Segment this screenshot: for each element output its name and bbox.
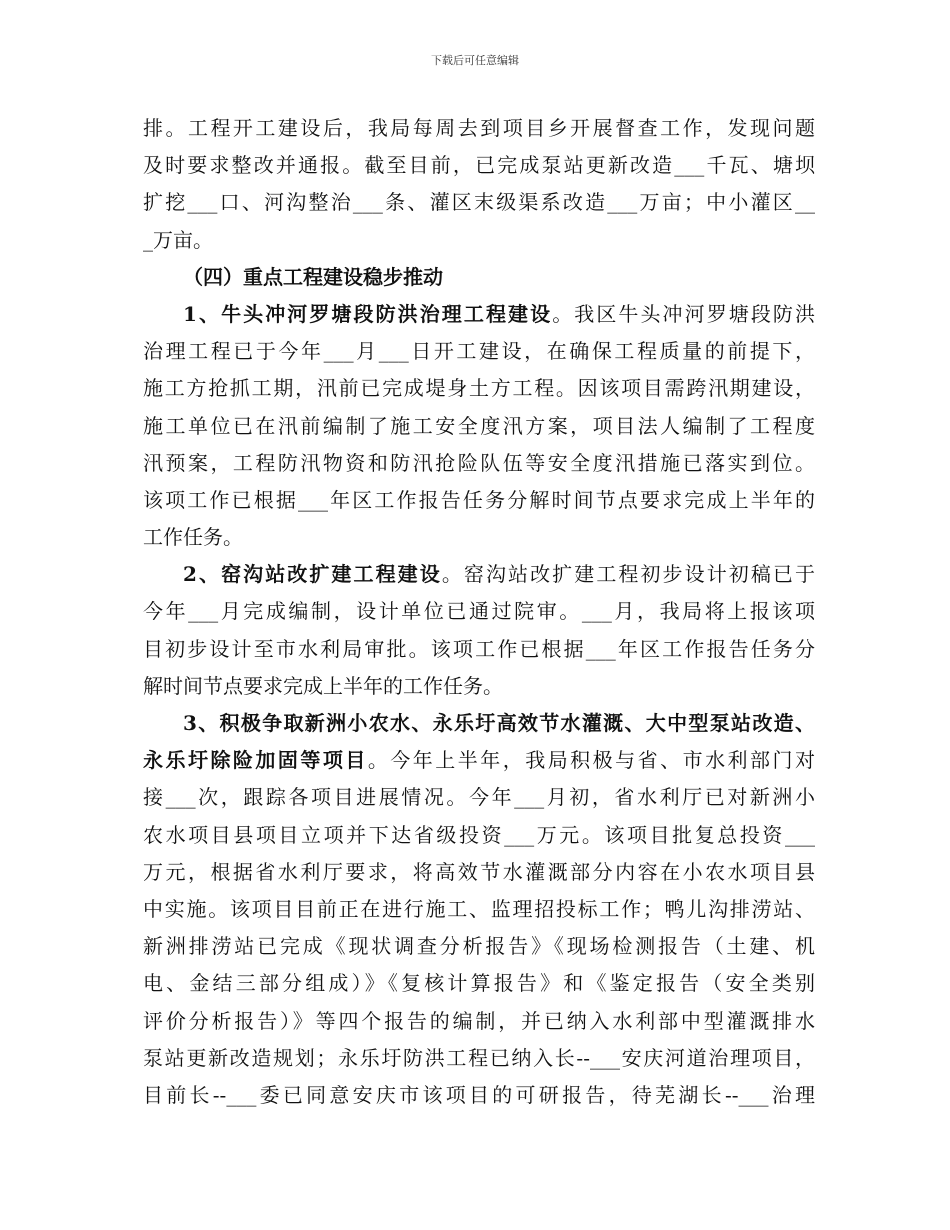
text-line: 泵站更新改造规划；永乐圩防洪工程已纳入长--___安庆河道治理项目， [143, 1045, 815, 1070]
section-heading: （四）重点工程建设稳步推动 [183, 264, 443, 289]
item-text: 。今年上半年，我局积极与省、市水利部门对 [367, 748, 815, 773]
text-line: 目初步设计至市水利局审批。该项工作已根据___年区工作报告任务分 [143, 636, 815, 661]
text-line: 农水项目县项目立项并下达省级投资___万元。该项目批复总投资___ [143, 822, 815, 847]
item-text: 。窑沟站改扩建工程初步设计初稿已于 [441, 562, 815, 587]
page-header-note: 下载后可任意编辑 [431, 54, 519, 67]
text-line: 新洲排涝站已完成《现状调查分析报告》《现场检测报告（土建、机 [143, 934, 815, 959]
item-heading: 1、牛头冲河罗塘段防洪治理工程建设 [183, 301, 553, 326]
text-line: 该项工作已根据___年区工作报告任务分解时间节点要求完成上半年的 [143, 487, 815, 512]
text-line [143, 705, 815, 742]
text-line: _万亩。 [143, 227, 213, 252]
text-line: 解时间节点要求完成上半年的工作任务。 [143, 673, 503, 698]
text-line [143, 556, 815, 593]
item-heading: 永乐圩除险加固等项目 [143, 748, 368, 773]
text-line: 工作任务。 [143, 525, 243, 550]
text-line: 电、金结三部分组成）》《复核计算报告》和《鉴定报告（安全类别 [143, 971, 815, 996]
text-line: 施工单位已在汛前编制了施工安全度汛方案，项目法人编制了工程度 [143, 413, 815, 438]
text-line: 施工方抢抓工期，汛前已完成堤身土方工程。因该项目需跨汛期建设， [143, 376, 815, 401]
text-line: 治理工程已于今年___月___日开工建设，在确保工程质量的前提下， [143, 339, 815, 364]
text-line: 评价分析报告）》等四个报告的编制，并已纳入水利部中型灌溉排水 [143, 1008, 815, 1033]
text-line: 中实施。该项目目前正在进行施工、监理招投标工作；鸭儿沟排涝站、 [143, 896, 815, 921]
text-line [143, 296, 815, 333]
text-line: 扩挖___口、河沟整治___条、灌区末级渠系改造___万亩；中小灌区__ [143, 190, 815, 215]
item-heading: 2、窑沟站改扩建工程建设 [183, 562, 442, 587]
item-heading: 3、积极争取新洲小农水、永乐圩高效节水灌溉、大中型泵站改造、 [183, 711, 815, 735]
text-line: 万元，根据省水利厅要求，将高效节水灌溉部分内容在小农水项目县 [143, 859, 815, 884]
text-line [143, 742, 815, 779]
text-line: 汛预案，工程防汛物资和防汛抢险队伍等安全度汛措施已落实到位。 [143, 450, 815, 475]
text-line: 接___次，跟踪各项目进展情况。今年___月初，省水利厅已对新洲小 [143, 785, 815, 810]
document-body [143, 110, 815, 1114]
text-line: 排。工程开工建设后，我局每周去到项目乡开展督查工作，发现问题 [143, 116, 815, 140]
text-line: 目前长--___委已同意安庆市该项目的可研报告，待芜湖长--___治理 [143, 1082, 815, 1107]
text-line: 今年___月完成编制，设计单位已通过院审。___月，我局将上报该项 [143, 599, 815, 624]
text-line: 及时要求整改并通报。截至目前，已完成泵站更新改造___千瓦、塘坝 [143, 153, 815, 178]
item-text: 。我区牛头冲河罗塘段防洪 [552, 301, 815, 326]
